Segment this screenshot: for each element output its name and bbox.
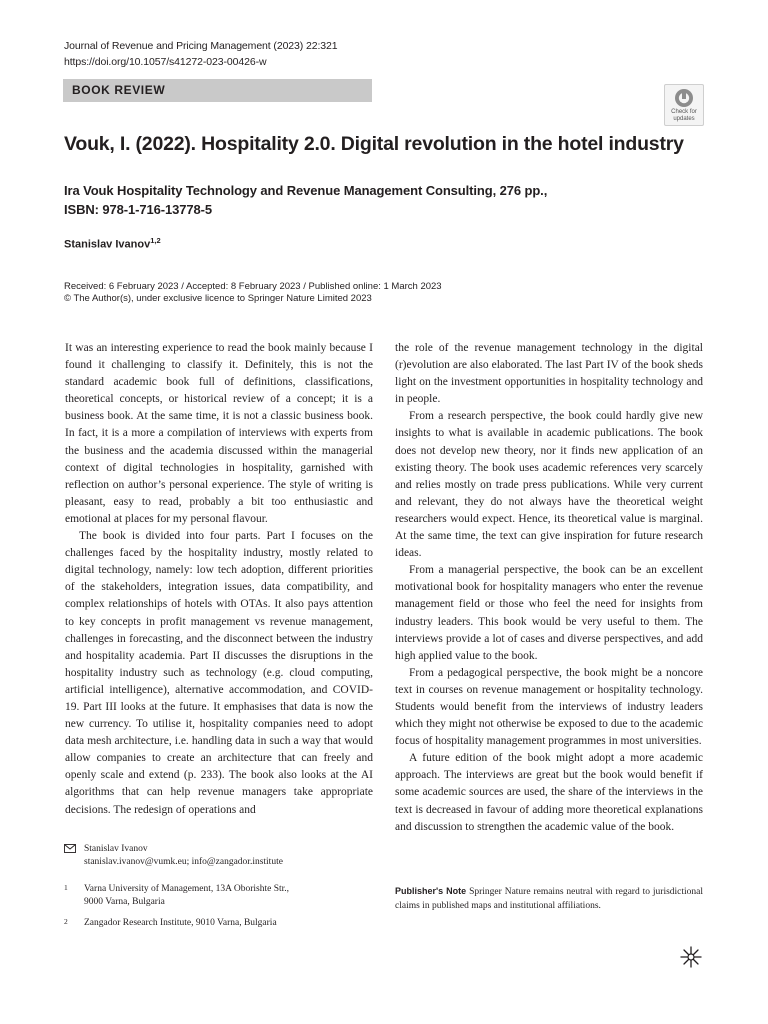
paragraph: From a managerial perspective, the book can be an excellent motivational book for hospitality managers who enter the revenue management field or those who feel the need for insights from industry leaders. This book would be very useful to them. The interviews provide a lot of cases and diverse perspectives, and add high applied value to the book.: [395, 564, 703, 662]
springer-horse-icon: [680, 946, 702, 968]
affiliation-2: [64, 917, 364, 931]
body-column-right: [395, 340, 703, 836]
book-isbn-line: ISBN: 978-1-716-13778-5: [64, 202, 213, 217]
affiliation-line: Varna University of Management, 13A Oborishte Str.,: [84, 884, 290, 894]
journal-citation: Journal of Revenue and Pricing Management (2023) 22:321: [64, 40, 338, 52]
author-affiliation-marks: 1,2: [150, 236, 161, 245]
section-bar: [63, 79, 372, 102]
paragraph: From a research perspective, the book could hardly give new insights to what is available in academic publications. The book does not develop new theory, nor it finds new application of an existing theory. The book uses academic references very scarcely and relies mostly on trade press publications. While very current and relevant, they do not always have the theoretical weight researchers would expect. Hence, its theoretical value is marginal. At the same time, the text can give inspiration for future research ideas.: [395, 410, 703, 560]
correspondent-name: Stanislav Ivanov: [84, 844, 148, 854]
check-for-updates-icon: [674, 88, 694, 108]
author-name[interactable]: Stanislav Ivanov: [64, 238, 151, 251]
article-title: Vouk, I. (2022). Hospitality 2.0. Digital revolution in the hotel industry: [64, 133, 684, 155]
paragraph: It was an interesting experience to read the book mainly because I found it challenging to classify it. Definitely, this is not the standard academic book full of definitions, classifications, theoretical concepts, or historical review of a concept; it is a business book. At the same time, it is not a classic business book. In fact, it is a more a compilation of interviews with experts from the business and the academia discussed within the managerial context of digital technologies in hospitality, garnished with reflection on author’s personal experience. The style of writing is pleasant, easy to read, probably a bit too enthusiastic and emotional at places for my personal flavour.: [65, 342, 373, 525]
paragraph: The book is divided into four parts. Part I focuses on the challenges faced by the hospitality industry, mostly related to digital technology, namely: low tech adoption, different priorities of the stakeholders, integration issues, data compatibility, and complex relationships of hotels with OTAs. It also pays attention to key concepts in profit management vs revenue management, challenges in forecasting, and the disconnect between the industry and hospitality academia. Part II discusses the disruptions in the hospitality industry such as technology (e.g. cloud computing, artificial intelligence), alternative accommodation, and COVID-19. Part III looks at the future. It emphasises that data is now the new currency. To utilise it, hospitality companies need to adopt data mesh architecture, i.e. handling data in such a way that would allow companies to create an architecture that can freely and openly scale and extend (p. 233). The book also looks at the AI algorithms that can help revenue managers take appropriate decisions. The redesign of operations and: [65, 530, 373, 816]
envelope-icon: [64, 844, 76, 853]
body-column-left: [65, 340, 373, 819]
section-label: BOOK REVIEW: [72, 83, 166, 97]
publisher-note-label: Publisher's Note: [395, 886, 467, 896]
publication-dates: Received: 6 February 2023 / Accepted: 8 February 2023 / Published online: 1 March 2023: [64, 281, 442, 292]
affiliation-1: [64, 883, 364, 909]
paragraph: the role of the revenue management technology in the digital (r)evolution are also elaborated. The last Part IV of the book sheds light on the investment opportunities in hospitality technology and in people.: [395, 342, 703, 406]
affiliation-line: Zangador Research Institute, 9010 Varna, Bulgaria: [84, 918, 277, 928]
author-byline: [64, 236, 161, 251]
check-for-updates-label: Check for updates: [671, 109, 697, 122]
book-publisher-line: Ira Vouk Hospitality Technology and Revenue Management Consulting, 276 pp.,: [64, 183, 548, 198]
affiliation-number: 1: [64, 883, 68, 892]
paragraph: From a pedagogical perspective, the book might be a noncore text in courses on revenue management or hospitality technology. Students would benefit from the interviews of industry leaders which they might not otherwise be exposed to due to the academic focus of hospitality management programmes in most universities.: [395, 666, 703, 748]
check-for-updates-badge[interactable]: [664, 84, 704, 126]
correspondent-email[interactable]: stanislav.ivanov@vumk.eu; info@zangador.institute: [84, 857, 283, 867]
doi-link[interactable]: https://doi.org/10.1057/s41272-023-00426-w: [64, 56, 267, 68]
publisher-note: [395, 885, 703, 913]
affiliation-number: 2: [64, 917, 68, 926]
affiliation-line: 9000 Varna, Bulgaria: [84, 897, 165, 907]
paragraph: A future edition of the book might adopt a more academic approach. The interviews are great but the book would benefit if some academic sources are used, the share of the interviews in the text is decreased in favour of adding more theoretical explanations and discussion to strengthen the academic value of the book.: [395, 752, 703, 833]
publisher-note-text: Springer Nature remains neutral with regard to jurisdictional claims in published maps and institutional affiliations.: [395, 887, 704, 911]
copyright-notice: © The Author(s), under exclusive licence to Springer Nature Limited 2023: [64, 293, 372, 304]
